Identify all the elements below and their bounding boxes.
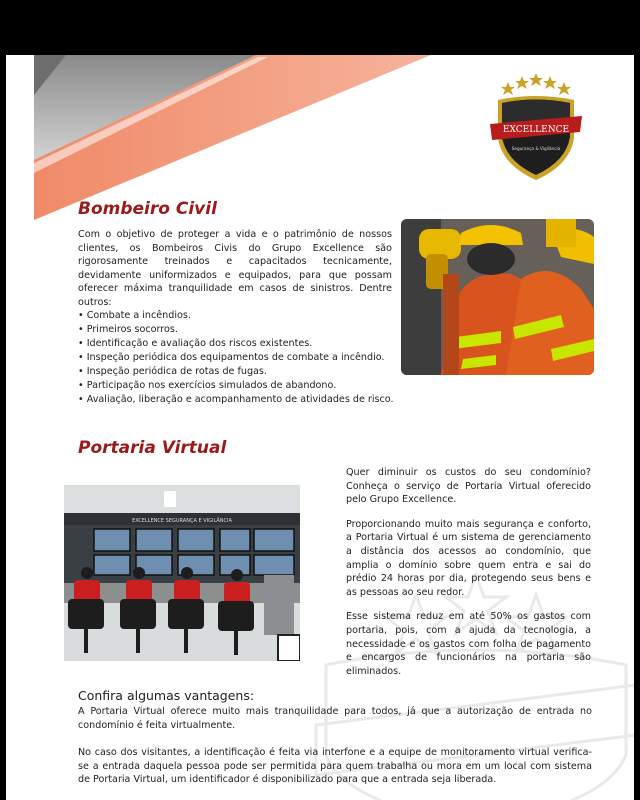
- monitoring-room-photo: [64, 485, 300, 661]
- portaria-paragraph: Esse sistema reduz em até 50% os gastos com portaria, pois, com a ajuda da tecnologia, a necessidade e os gastos com folha de pagamento e encargos de funcionários na portaria são eliminados.: [346, 611, 591, 677]
- list-item: • Participação nos exercícios simulados de abandono.: [78, 379, 398, 393]
- bombeiro-title: Bombeiro Civil: [78, 199, 217, 219]
- vantagens-paragraph: No caso dos visitantes, a identificação é feita via interfone e a equipe de monitoramento virtual verifica-se a entrada daquela pessoa pode ser permitida para quem trabalha ou mora em um local com sistema de Portaria Virtual, um identificador é disponibilizado para que a entrada seja liberada.: [78, 747, 592, 786]
- portaria-paragraph: Quer diminuir os custos do seu condomínio? Conheça o serviço de Portaria Virtual oferecido pelo Grupo Excellence.: [346, 467, 591, 506]
- bombeiro-list: [78, 309, 398, 407]
- list-item: • Inspeção periódica de rotas de fugas.: [78, 365, 398, 379]
- list-item: • Primeiros socorros.: [78, 323, 398, 337]
- portaria-paragraph: Proporcionando muito mais segurança e conforto, a Portaria Virtual é um sistema de gerenciamento a distância dos acessos ao condomínio, que amplia o domínio sobre quem entra e sai do prédio 24 horas por dia, protegendo seus bens e as pessoas ao seu redor.: [346, 518, 591, 598]
- vantagens-title: Confira algumas vantagens:: [78, 688, 255, 703]
- brochure-page: [6, 55, 634, 800]
- excellence-logo: [486, 70, 586, 185]
- portaria-title: Portaria Virtual: [78, 438, 227, 458]
- list-item: • Identificação e avaliação dos riscos existentes.: [78, 337, 398, 351]
- vantagens-paragraph: A Portaria Virtual oferece muito mais tranquilidade para todos, já que a autorização de entrada no condomínio é feita virtualmente.: [78, 706, 592, 731]
- logo-tagline: Segurança & Vigilância: [511, 146, 561, 151]
- bombeiro-intro: Com o objetivo de proteger a vida e o patrimônio de nossos clientes, os Bombeiros Civis do Grupo Excellence são rigorosamente treinados e capacitados tecnicamente, devidamente uniformizados e equipados, para que possam oferecer máxima tranquilidade em casos de sinistros. Dentre outros:: [78, 229, 392, 308]
- vantagens-text: [78, 705, 592, 798]
- logo-text: EXCELLENCE: [502, 125, 570, 135]
- list-item: • Avaliação, liberação e acompanhamento de atividades de risco.: [78, 393, 398, 407]
- list-item: • Inspeção periódica dos equipamentos de combate a incêndio.: [78, 351, 398, 365]
- firefighter-photo: [401, 219, 594, 375]
- list-item: • Combate a incêndios.: [78, 309, 398, 323]
- portaria-text: [346, 466, 591, 689]
- room-sign: EXCELLENCE SEGURANÇA E VIGILÂNCIA: [132, 518, 232, 524]
